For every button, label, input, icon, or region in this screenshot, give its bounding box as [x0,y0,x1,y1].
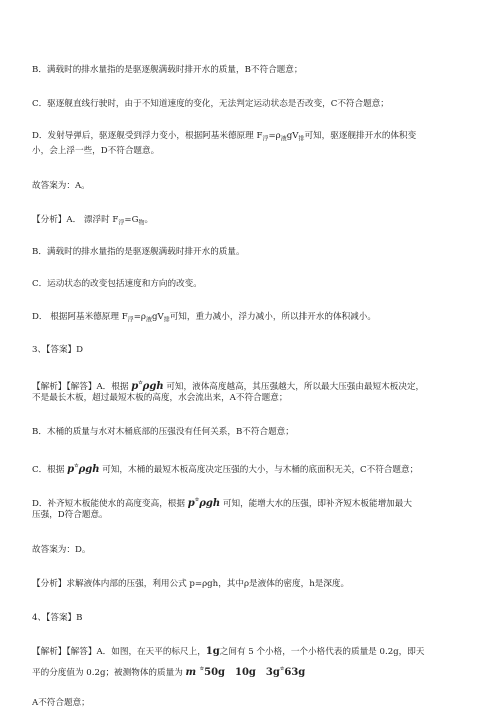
question-4-answer: 4、【答案】B [32,613,83,623]
solution-4-line-a: 【解析】【解答】A．如图，在天平的标尺上，1g之间有 5 个小格，一个小格代表的质量是 0.2g，即天 [32,646,425,657]
answer-line-d: 故答案为：D。 [32,545,91,555]
analysis-line-d: D． 根据阿基米德原理 $F_浮=\rho_液gV_排$可知，重力减小，浮力减小，所以排开水的体积减小。 [32,312,376,324]
mass-formula: m ☆50g 10g 3g☆63g [185,666,306,678]
analysis-3-line: 【分析】求解液体内部的压强，利用公式 p=ρgh，其中ρ是液体的密度，h是深度。 [32,579,350,589]
analysis-line-a: 【分析】A． 漂浮时 $F_浮=G_物$。 [32,215,154,227]
pressure-formula: p☆ρgh [131,380,164,392]
text-line-c-motion-state: C．驱逐舰直线行驶时，由于不知道速度的变化，无法判定运动状态是否改变，C不符合题意； [32,99,389,109]
answer-line-a: 故答案为：A。 [32,181,90,191]
analysis-line-c: C．运动状态的改变包括速度和方向的改变。 [32,279,202,289]
one-gram-value: 1g [205,646,220,657]
solution-3-line-c: C．根据 p☆ρgh 可知，木桶的最短木板高度决定压强的大小，与木桶的底面积无关，C不符合题意； [32,463,419,475]
text-line-d-continued: 小，会上浮一些，D不符合题意。 [32,146,160,156]
solution-3-line-d-continued: 压强，D符合题意。 [32,510,108,520]
solution-3-line-a-continued: 不是最长木板，超过最短木板的高度，水会流出来，A不符合题意； [32,393,288,403]
solution-3-line-b: B．木桶的质量与水对木桶底部的压强没有任何关系，B不符合题意； [32,427,294,437]
text-line-d-buoyancy: D．发射导弹后，驱逐舰受到浮力变小，根据阿基米德原理 $F_浮=\rho_液gV_排$可知，驱逐舰排开水的体积变 [32,131,417,143]
question-3-answer: 3、【答案】D [32,345,84,355]
text-line-b-displacement: B．满载时的排水量指的是驱逐舰满载时排开水的质量，B不符合题意； [32,65,303,75]
solution-3-line-d: D．补齐短木板能使水的高度变高，根据 p☆ρgh 可知，能增大水的压强，即补齐短木板能增加最大 [32,497,412,509]
pressure-formula: p☆ρgh [67,463,100,475]
solution-4-line-a-conclusion: A不符合题意； [32,698,90,708]
solution-3-line-a: 【解析】【解答】A．根据 p☆ρgh 可知，液体高度越高，其压强越大，所以最大压强由最短木板决定， [32,380,425,392]
pressure-formula: p☆ρgh [187,497,221,509]
analysis-line-b: B．满载时的排水量指的是驱逐舰满载时排开水的质量。 [32,247,245,257]
solution-4-line-a-continued: 平的分度值为 0.2g；被测物体的质量为 m ☆50g 10g 3g☆63g [32,666,306,678]
